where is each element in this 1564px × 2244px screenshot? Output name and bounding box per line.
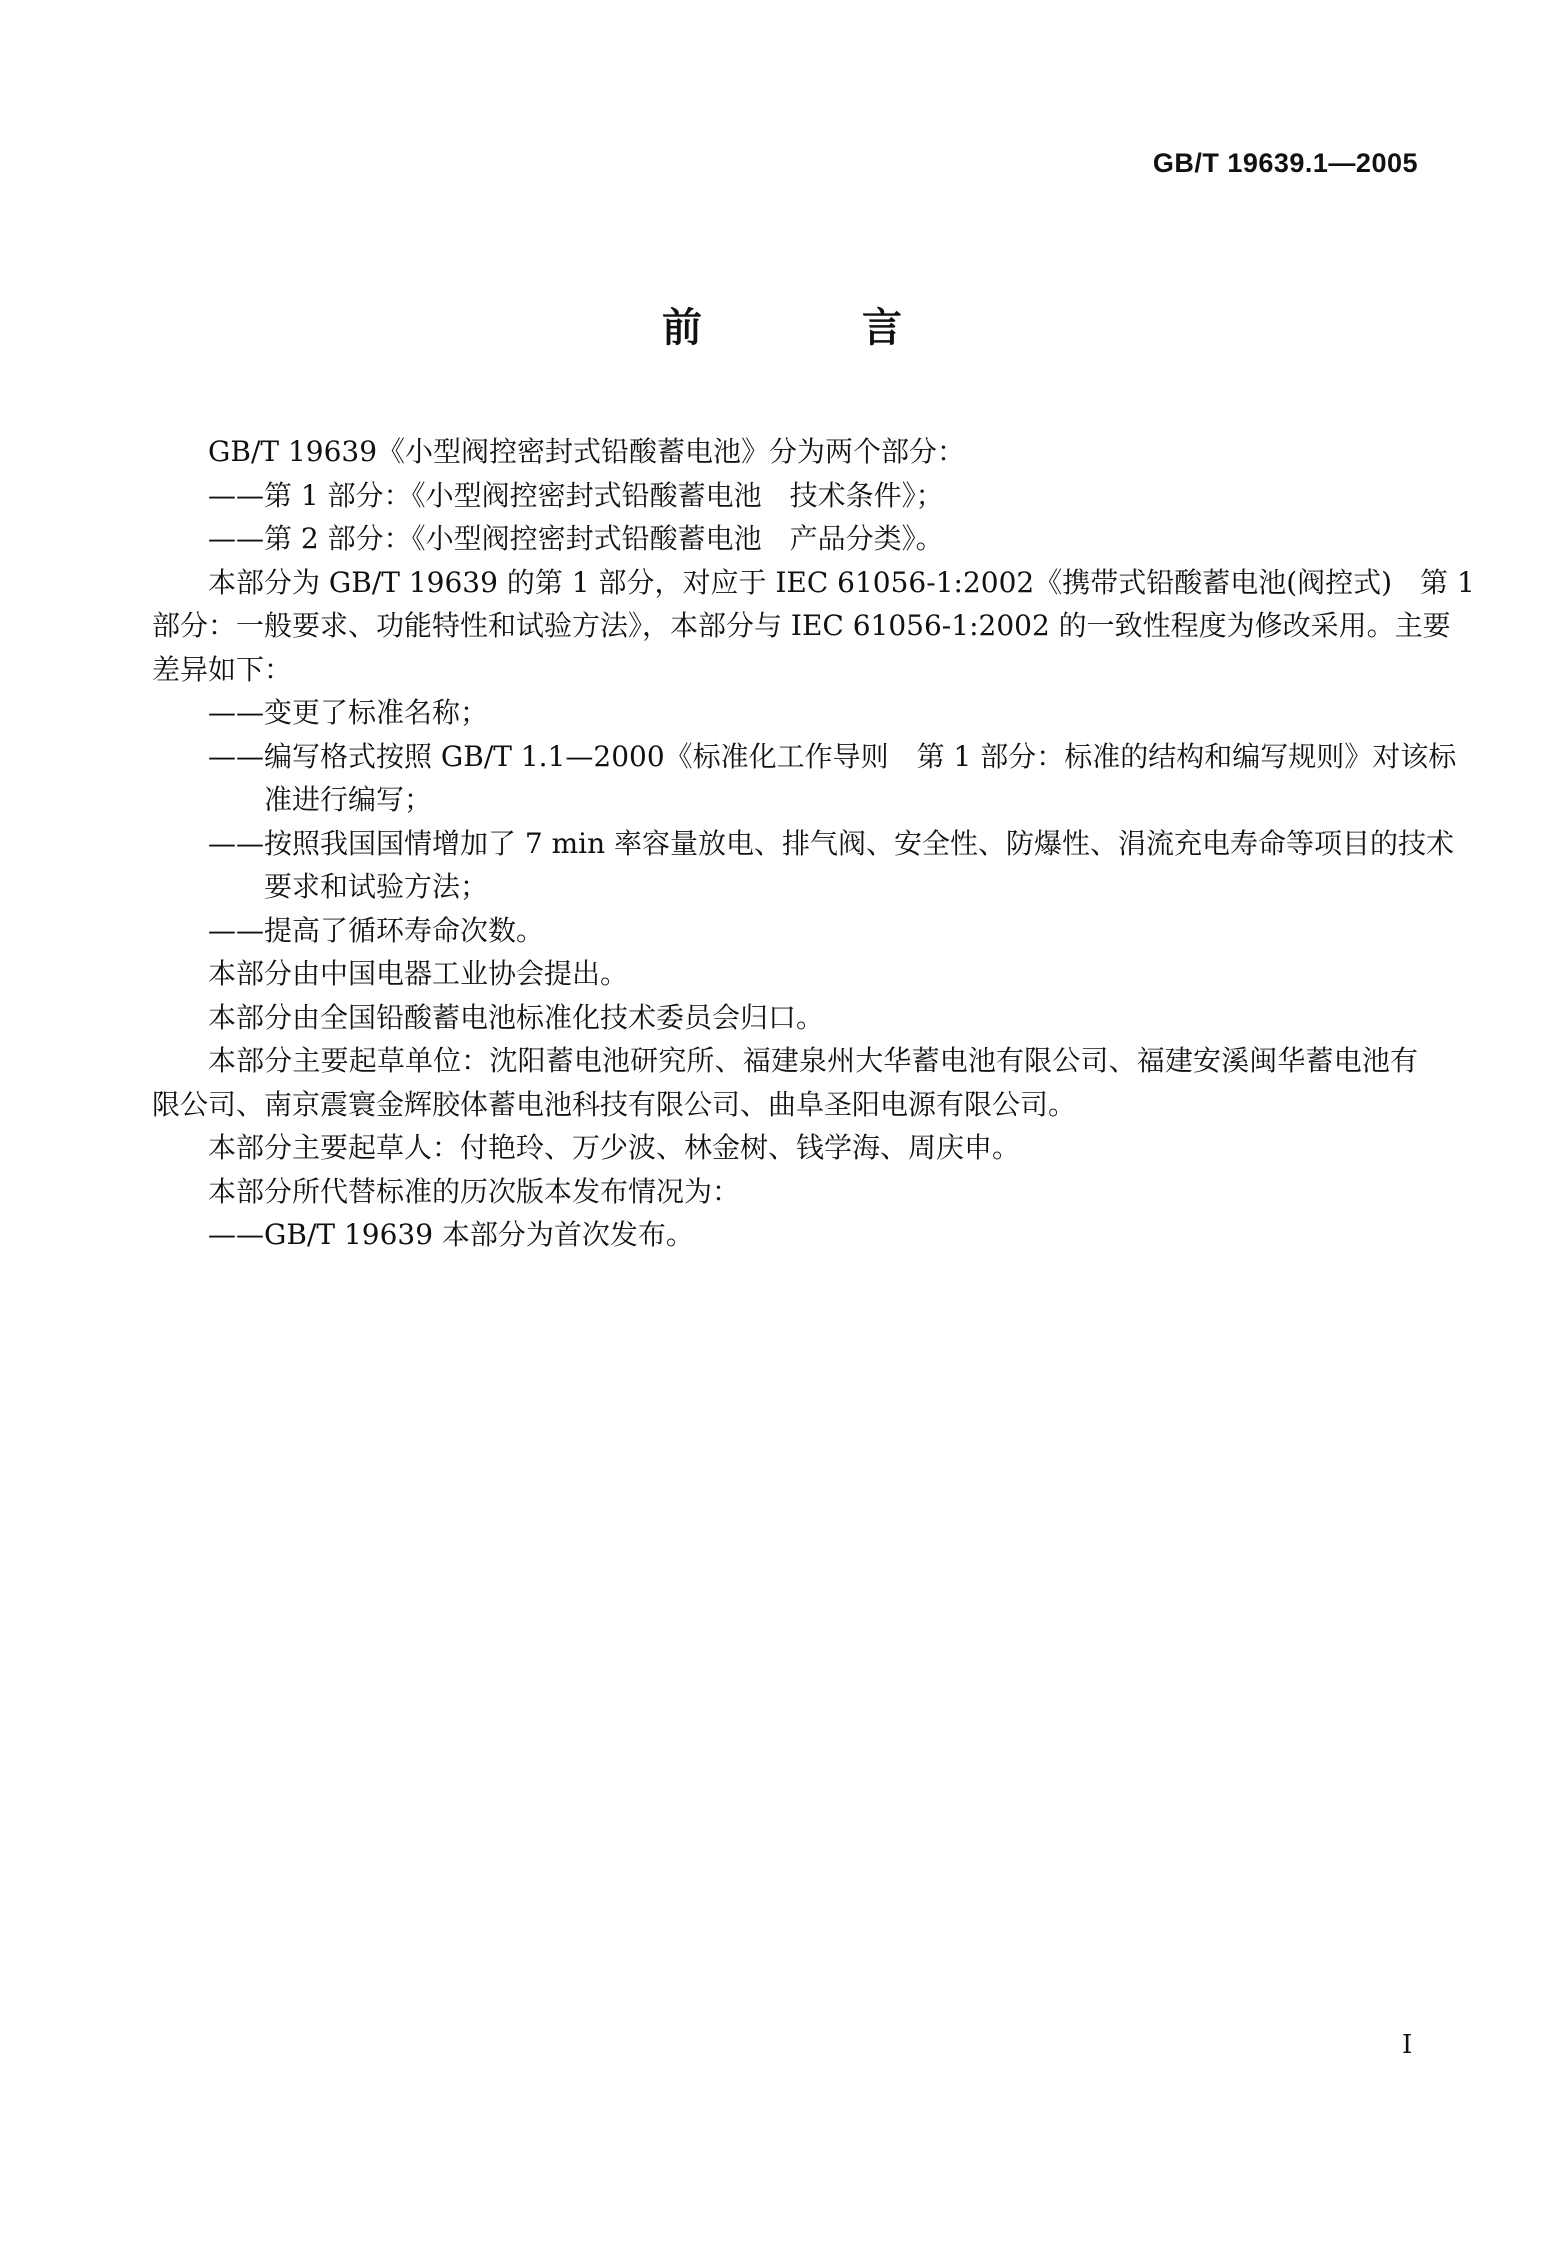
standard-code: GB/T 19639.1—2005: [1152, 148, 1418, 178]
paragraph: [152, 909, 1418, 953]
paragraph: [152, 691, 1418, 735]
text-line: 准进行编写；: [264, 783, 433, 816]
paragraph: [152, 430, 1418, 474]
text-line: ——第 2 部分：《小型阀控密封式铅酸蓄电池 产品分类》。: [208, 522, 944, 555]
page-title: 前 言: [662, 305, 962, 351]
text-line: ——提高了循环寿命次数。: [208, 913, 545, 947]
paragraph: [152, 735, 1457, 822]
text-line: ——变更了标准名称；: [208, 696, 489, 729]
text-line: 要求和试验方法；: [264, 870, 489, 903]
paragraph: [152, 517, 1418, 561]
text-line: 本部分由中国电器工业协会提出。: [208, 957, 629, 990]
text-line: 本部分主要起草人：付艳玲、万少波、林金树、钱学海、周庆申。: [208, 1131, 1021, 1164]
paragraph: [152, 561, 1475, 692]
text-line: 限公司、南京震寰金辉胶体蓄电池科技有限公司、曲阜圣阳电源有限公司。: [152, 1087, 1077, 1121]
paragraph: [152, 1170, 1418, 1214]
text-line: 差异如下：: [152, 652, 293, 686]
paragraph: [152, 474, 1418, 518]
text-line: ——第 1 部分：《小型阀控密封式铅酸蓄电池 技术条件》；: [208, 478, 944, 512]
page-number: I: [1402, 2030, 1413, 2060]
text-line: ——编写格式按照 GB/T 1.1—2000《标准化工作导则 第 1 部分：标准的结构和编写规则》对该标: [208, 739, 1457, 773]
text-line: 本部分为 GB/T 19639 的第 1 部分，对应于 IEC 61056-1:2002《携带式铅酸蓄电池(阀控式) 第 1: [208, 565, 1475, 599]
text-line: ——GB/T 19639 本部分为首次发布。: [208, 1218, 694, 1251]
paragraph: [152, 996, 1418, 1040]
paragraph: [152, 1126, 1418, 1170]
foreword-body: [152, 430, 1475, 1257]
text-line: ——按照我国国情增加了 7 min 率容量放电、排气阀、安全性、防爆性、涓流充电寿命等项目的技术: [208, 826, 1455, 860]
text-line: GB/T 19639《小型阀控密封式铅酸蓄电池》分为两个部分：: [208, 435, 966, 468]
text-line: 本部分主要起草单位：沈阳蓄电池研究所、福建泉州大华蓄电池有限公司、福建安溪闽华蓄电池有: [208, 1044, 1418, 1077]
text-line: 部分：一般要求、功能特性和试验方法》，本部分与 IEC 61056-1:2002 的一致性程度为修改采用。主要: [152, 609, 1451, 642]
paragraph: [152, 822, 1455, 909]
text-line: 本部分所代替标准的历次版本发布情况为：: [208, 1174, 741, 1208]
paragraph: [152, 1213, 1418, 1257]
paragraph: [152, 1039, 1418, 1126]
text-line: 本部分由全国铅酸蓄电池标准化技术委员会归口。: [208, 1000, 825, 1034]
paragraph: [152, 952, 1418, 996]
